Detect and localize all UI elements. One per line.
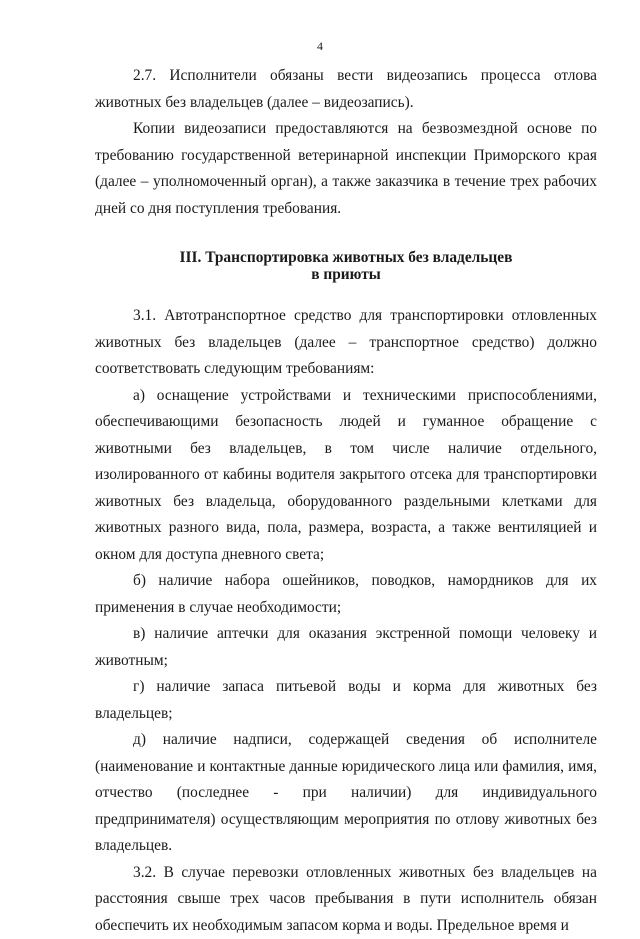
- section-3-heading-line1: III. Транспортировка животных без владельцев: [95, 249, 597, 266]
- section-3-heading: [95, 249, 597, 283]
- page-number: 4: [0, 38, 640, 54]
- paragraph-2-7-copies: Копии видеозаписи предоставляются на безвозмездной основе по требованию государственной ветеринарной инспекции Приморского края (далее – уполномоченный орган), а также заказчика в течение трех рабочих дней со дня поступления требования.: [95, 116, 597, 222]
- list-item-g: г) наличие запаса питьевой воды и корма для животных без владельцев;: [95, 674, 597, 727]
- list-item-b: б) наличие набора ошейников, поводков, намордников для их применения в случае необходимости;: [95, 568, 597, 621]
- paragraph-3-1: 3.1. Автотранспортное средство для транспортировки отловленных животных без владельцев (далее – транспортное средство) должно соответствовать следующим требованиям:: [95, 303, 597, 383]
- document-body: [95, 63, 597, 939]
- list-item-v: в) наличие аптечки для оказания экстренной помощи человеку и животным;: [95, 621, 597, 674]
- section-3-heading-line2: в приюты: [95, 266, 597, 283]
- paragraph-3-2: 3.2. В случае перевозки отловленных животных без владельцев на расстояния свыше трех часов пребывания в пути исполнитель обязан обеспечить их необходимым запасом корма и воды. Предельное время и: [95, 860, 597, 939]
- list-item-d: д) наличие надписи, содержащей сведения об исполнителе (наименование и контактные данные юридического лица или фамилия, имя, отчество (последнее - при наличии) для индивидуального предпринимателя) осуществляющим мероприятия по отлову животных без владельцев.: [95, 727, 597, 860]
- list-item-a: а) оснащение устройствами и техническими приспособлениями, обеспечивающими безопасность людей и гуманное обращение с животными без владельцев, в том числе наличие отдельного, изолированного от кабины водителя закрытого отсека для транспортировки животных без владельца, оборудованного раздельными клетками для животных разного вида, пола, размера, возраста, а также вентиляцией и окном для доступа дневного света;: [95, 383, 597, 569]
- paragraph-2-7: 2.7. Исполнители обязаны вести видеозапись процесса отлова животных без владельцев (далее – видеозапись).: [95, 63, 597, 116]
